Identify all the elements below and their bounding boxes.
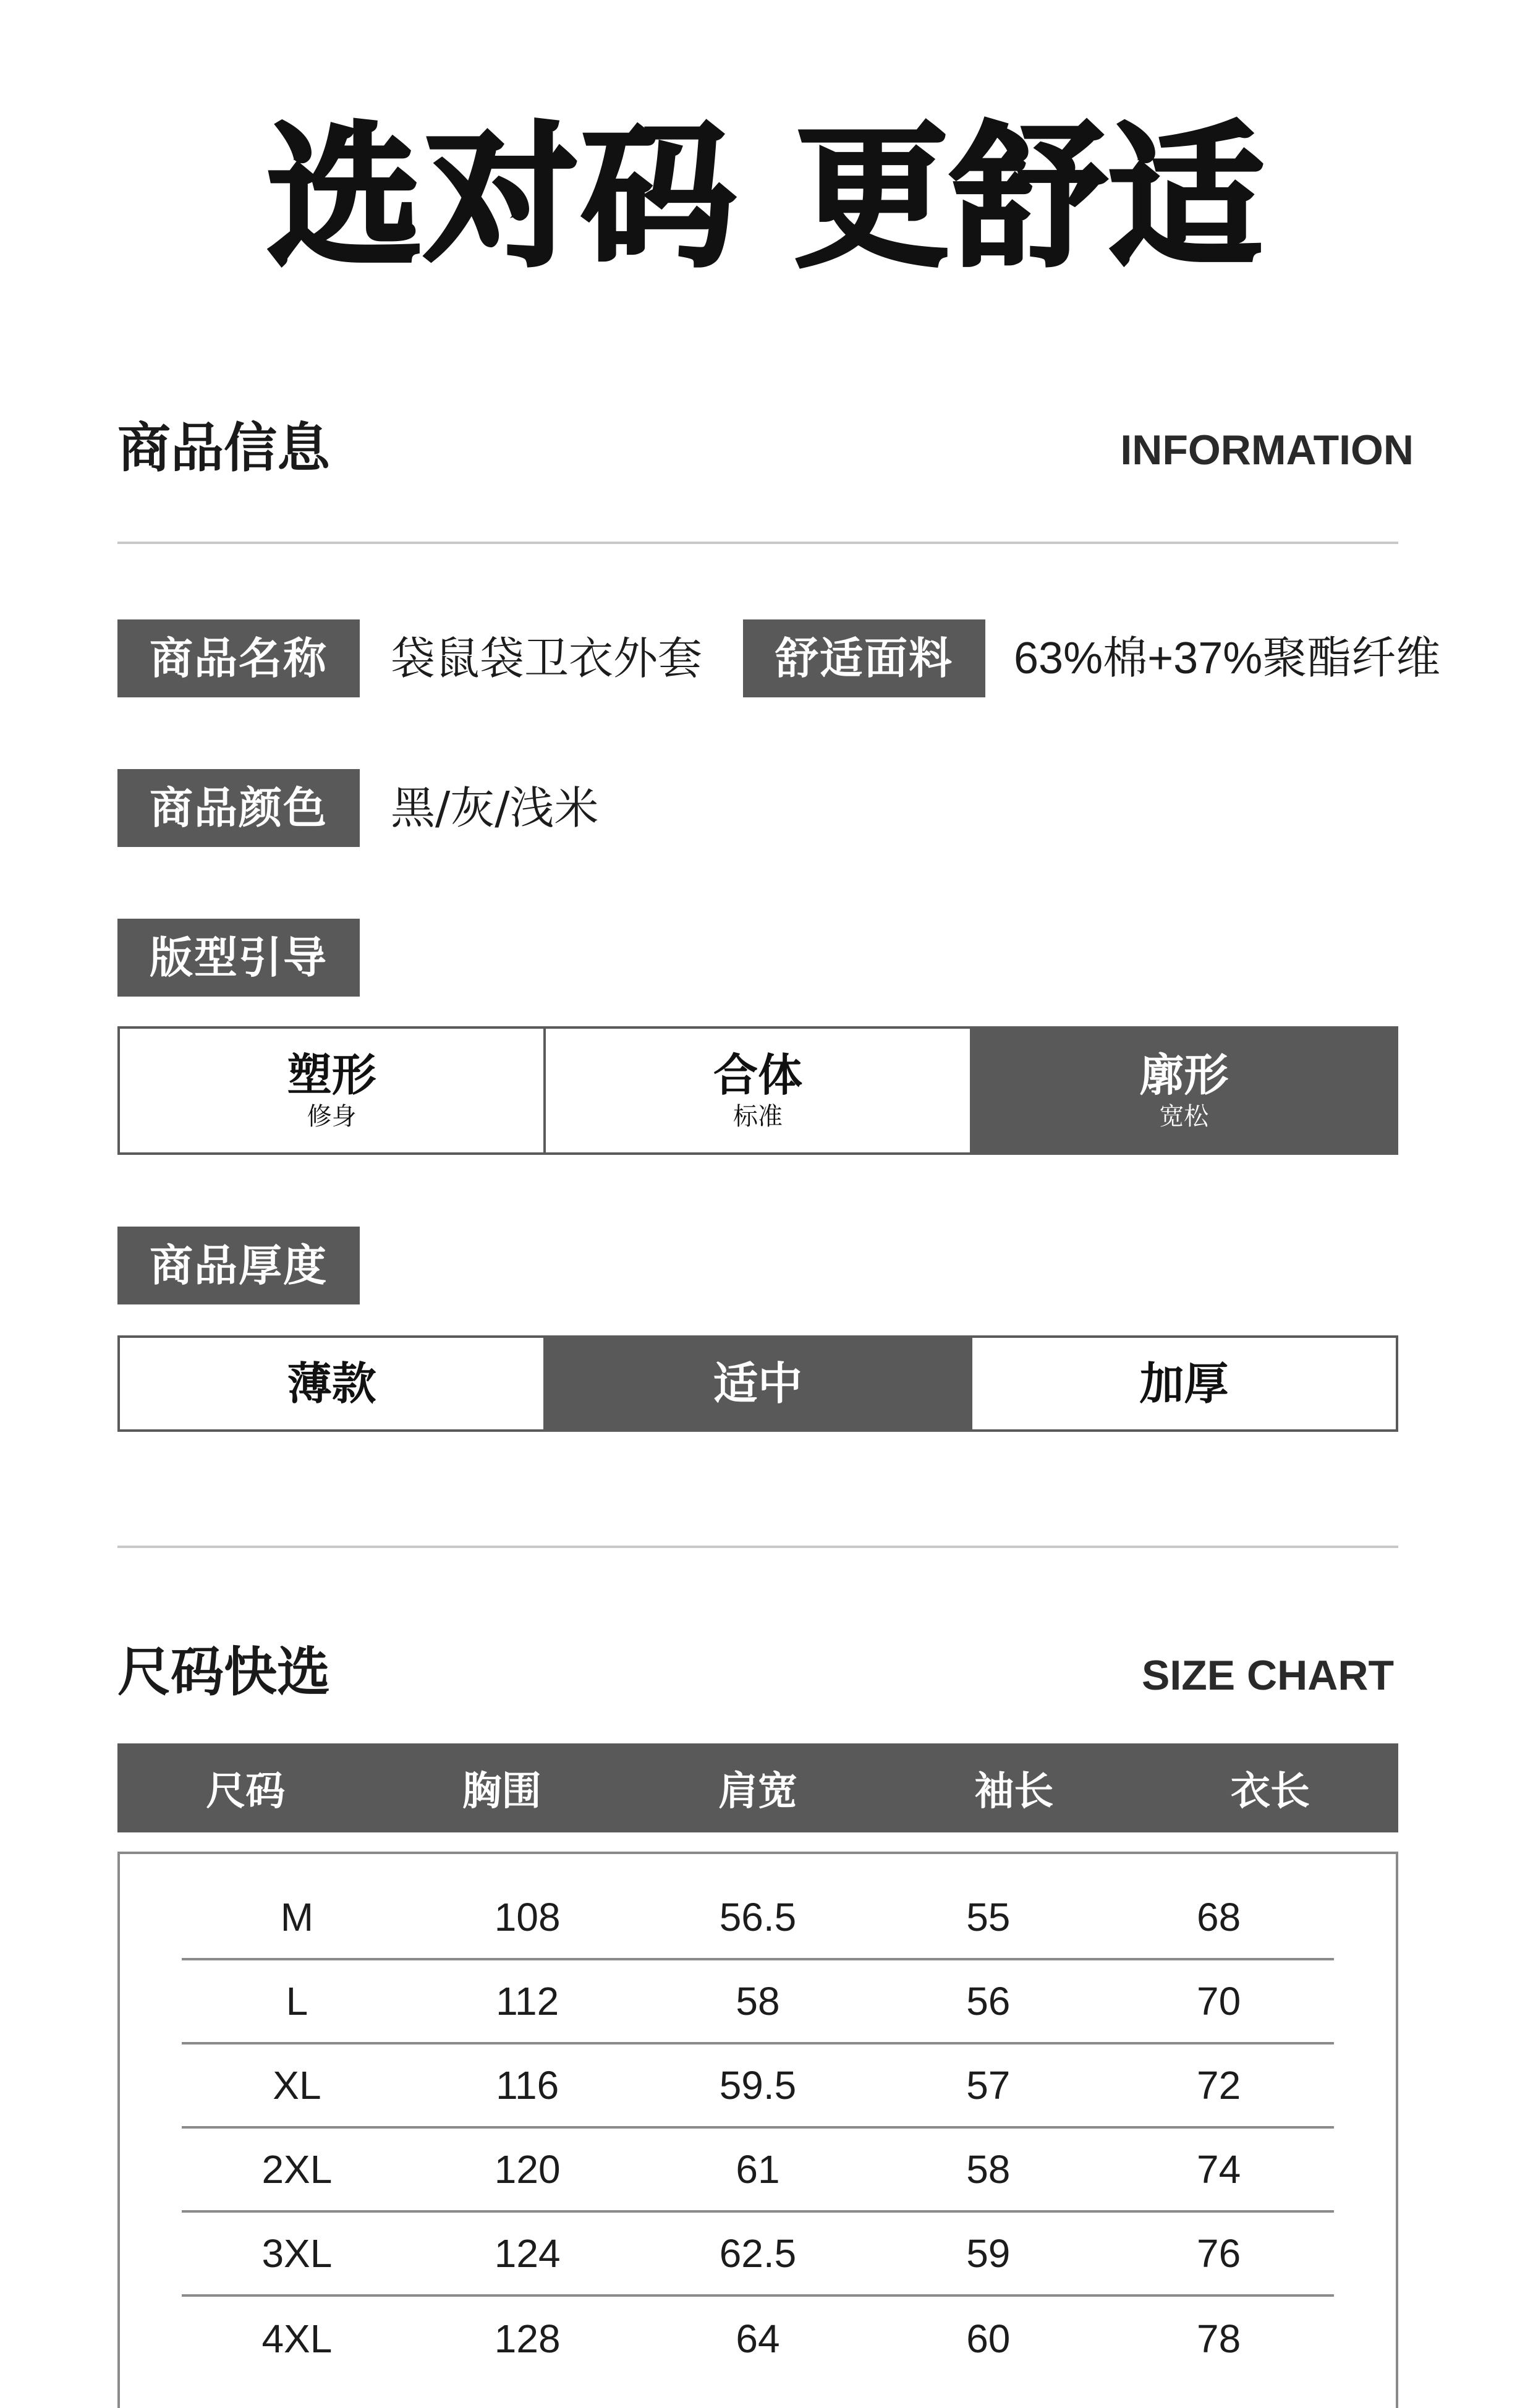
thickness-label: 商品厚度 [117, 1227, 360, 1304]
cell-size: 4XL [261, 2317, 333, 2361]
fit-option-slim-main: 塑形 [287, 1049, 376, 1101]
cell-length: 76 [1196, 2231, 1241, 2276]
cell-size: L [286, 1979, 308, 2023]
table-row [182, 2213, 1334, 2297]
thickness-option-thin[interactable] [120, 1338, 546, 1429]
fabric-label: 舒适面料 [743, 619, 985, 697]
fit-option-standard-sub: 标准 [733, 1102, 783, 1131]
header-sleeve: 袖长 [974, 1769, 1054, 1815]
thickness-option-thick-label: 加厚 [1139, 1358, 1229, 1410]
cell-length: 74 [1196, 2147, 1241, 2192]
header-length: 衣长 [1230, 1769, 1310, 1815]
table-row [182, 1876, 1334, 1960]
product-name-value: 袋鼠袋卫衣外套 [391, 632, 703, 684]
info-divider-top [117, 542, 1398, 544]
product-name-label: 商品名称 [117, 619, 360, 697]
header-chest: 胸围 [462, 1769, 541, 1815]
header-size: 尺码 [206, 1769, 286, 1815]
header-shoulder: 肩宽 [718, 1769, 798, 1815]
fabric-value: 63%棉+37%聚酯纤维 [1014, 634, 1441, 683]
fit-guide-options [117, 1026, 1398, 1155]
table-row [182, 2044, 1334, 2129]
cell-length: 72 [1196, 2063, 1241, 2108]
cell-shoulder: 58 [736, 1979, 780, 2023]
thickness-option-medium[interactable] [546, 1338, 972, 1429]
thickness-option-medium-label: 适中 [713, 1358, 802, 1410]
cell-sleeve: 55 [966, 1895, 1011, 1939]
fit-option-loose-sub: 宽松 [1159, 1102, 1209, 1131]
info-section-title-en: INFORMATION [1120, 427, 1414, 474]
cell-shoulder: 64 [736, 2317, 780, 2361]
size-section-title-en: SIZE CHART [1142, 1652, 1394, 1699]
cell-shoulder: 56.5 [719, 1895, 797, 1939]
fit-option-slim[interactable] [120, 1029, 546, 1152]
cell-sleeve: 59 [966, 2231, 1011, 2276]
cell-sleeve: 58 [966, 2147, 1011, 2192]
fit-option-loose-main: 廓形 [1139, 1049, 1229, 1101]
fit-option-standard[interactable] [546, 1029, 972, 1152]
thickness-options [117, 1335, 1398, 1432]
cell-sleeve: 56 [966, 1979, 1011, 2023]
cell-chest: 112 [496, 1979, 559, 2023]
cell-sleeve: 60 [966, 2317, 1011, 2361]
table-row [182, 1960, 1334, 2044]
cell-size: M [280, 1895, 314, 1939]
cell-size: XL [273, 2063, 321, 2108]
cell-shoulder: 59.5 [719, 2063, 797, 2108]
cell-chest: 120 [494, 2147, 561, 2192]
info-divider-bottom [117, 1546, 1398, 1548]
size-table-header [117, 1743, 1398, 1832]
fit-option-slim-sub: 修身 [307, 1102, 357, 1131]
thickness-option-thin-label: 薄款 [287, 1358, 376, 1410]
fit-guide-label: 版型引导 [117, 919, 360, 997]
fit-option-loose[interactable] [972, 1029, 1396, 1152]
cell-size: 2XL [261, 2147, 333, 2192]
cell-size: 3XL [261, 2231, 333, 2276]
product-color-label: 商品颜色 [117, 769, 360, 847]
cell-chest: 116 [496, 2063, 559, 2108]
cell-shoulder: 62.5 [719, 2231, 797, 2276]
cell-length: 70 [1196, 1979, 1241, 2023]
thickness-option-thick[interactable] [972, 1338, 1396, 1429]
info-section-title: 商品信息 [117, 417, 330, 479]
fit-option-standard-main: 合体 [713, 1049, 802, 1101]
cell-sleeve: 57 [966, 2063, 1011, 2108]
cell-length: 78 [1196, 2317, 1241, 2361]
page-headline: 选对码 更舒适 [267, 108, 1266, 287]
product-color-value: 黑/灰/浅米 [391, 782, 599, 834]
cell-chest: 128 [494, 2317, 561, 2361]
cell-length: 68 [1196, 1895, 1241, 1939]
size-section-title: 尺码快选 [117, 1641, 330, 1703]
cell-chest: 124 [494, 2231, 561, 2276]
table-row [182, 2297, 1334, 2381]
cell-shoulder: 61 [736, 2147, 780, 2192]
cell-chest: 108 [494, 1895, 561, 1939]
size-table-body [117, 1852, 1398, 2408]
table-row [182, 2129, 1334, 2213]
